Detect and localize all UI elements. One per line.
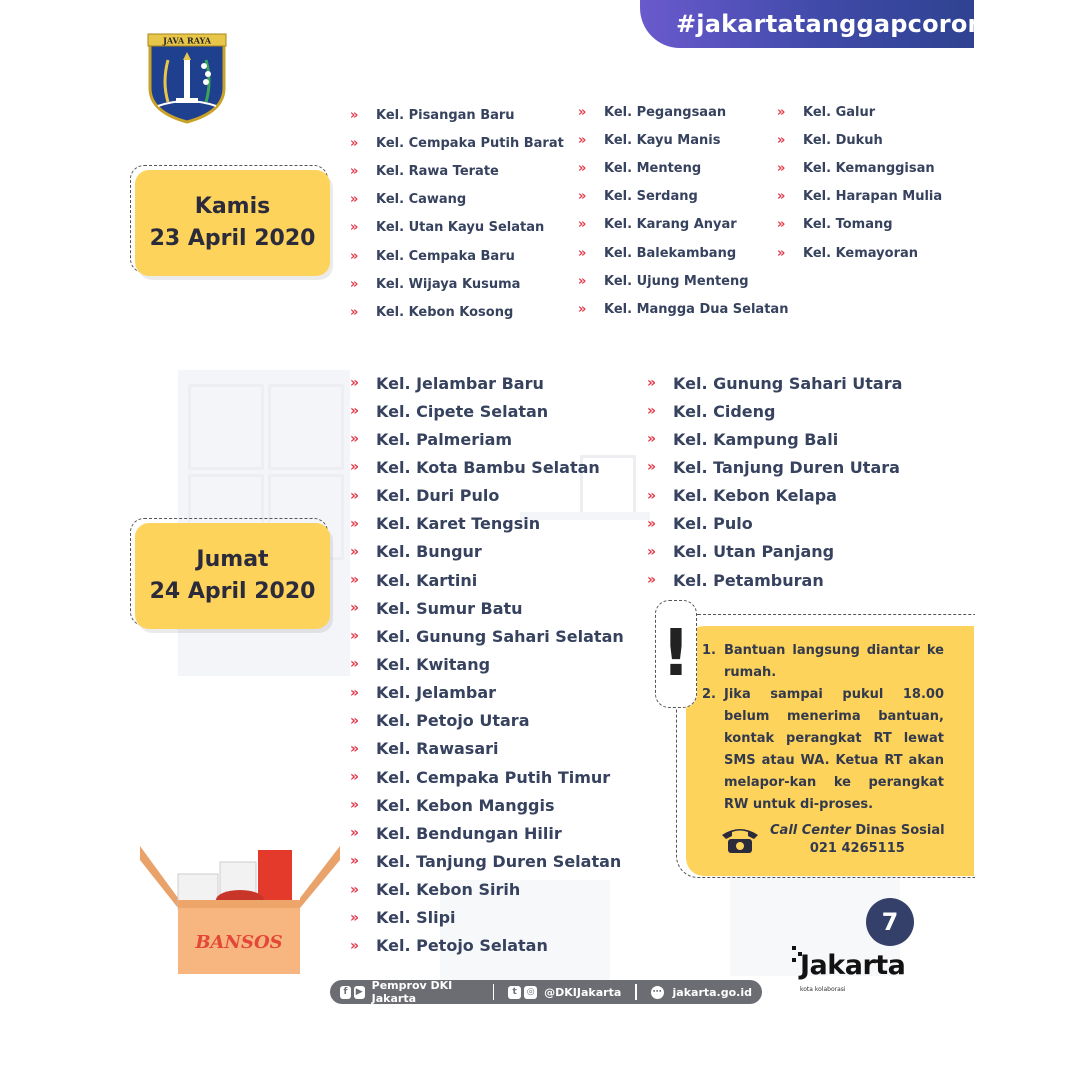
kelurahan-item xyxy=(350,594,624,622)
footer-facebook-youtube-text: Pemprov DKI Jakarta xyxy=(371,979,453,1005)
double-chevron-icon: » xyxy=(350,431,358,448)
double-chevron-icon: » xyxy=(647,459,655,476)
double-chevron-icon: » xyxy=(647,515,655,532)
double-chevron-icon: » xyxy=(647,487,655,504)
double-chevron-icon: » xyxy=(647,375,655,392)
globe-icon: ⋯ xyxy=(652,987,662,997)
double-chevron-icon: » xyxy=(350,515,358,532)
double-chevron-icon: » xyxy=(350,853,358,870)
kelurahan-name: Kel. Cempaka Putih Timur xyxy=(376,767,611,787)
double-chevron-icon: » xyxy=(350,572,358,589)
double-chevron-icon: » xyxy=(578,273,585,289)
kelurahan-name: Kel. Ujung Menteng xyxy=(604,273,749,289)
kelurahan-name: Kel. Tanjung Duren Selatan xyxy=(376,851,622,871)
kelurahan-item xyxy=(350,482,624,510)
kelurahan-name: Kel. Utan Panjang xyxy=(673,542,835,562)
hashtag-banner xyxy=(640,0,1002,48)
double-chevron-icon: » xyxy=(350,304,357,320)
kelurahan-name: Kel. Jelambar Baru xyxy=(376,373,544,393)
jumat-list-column-2 xyxy=(647,369,902,594)
double-chevron-icon: » xyxy=(350,487,358,504)
kamis-list-column-2 xyxy=(578,98,788,324)
kelurahan-item xyxy=(350,425,624,453)
kelurahan-item xyxy=(350,101,564,129)
kamis-list-column-1 xyxy=(350,101,564,327)
double-chevron-icon: » xyxy=(350,107,357,123)
kelurahan-name: Kel. Utan Kayu Selatan xyxy=(376,220,545,236)
kelurahan-item xyxy=(350,186,564,214)
kelurahan-name: Kel. Petamburan xyxy=(673,570,824,590)
double-chevron-icon: » xyxy=(350,403,358,420)
kelurahan-name: Kel. Kebon Manggis xyxy=(376,795,555,815)
twitter-icon: t xyxy=(508,986,521,999)
double-chevron-icon: » xyxy=(350,937,358,954)
double-chevron-icon: » xyxy=(578,189,585,205)
double-chevron-icon: » xyxy=(350,276,357,292)
kelurahan-item xyxy=(350,566,624,594)
double-chevron-icon: » xyxy=(350,543,358,560)
kelurahan-name: Kel. Petojo Selatan xyxy=(376,936,548,956)
badge-day: Kamis xyxy=(194,194,271,219)
footer-website-text: jakarta.go.id xyxy=(672,985,752,999)
exclamation-glyph: ! xyxy=(661,617,691,691)
kelurahan-item xyxy=(350,538,624,566)
kelurahan-item xyxy=(350,791,624,819)
kelurahan-name: Kel. Bungur xyxy=(376,542,482,562)
jakarta-tagline: kota kolaborasi xyxy=(800,986,846,993)
kelurahan-name: Kel. Kemanggisan xyxy=(803,160,935,176)
notice-list xyxy=(702,640,944,816)
kelurahan-name: Kel. Kebon Sirih xyxy=(376,880,521,900)
kelurahan-item xyxy=(777,183,942,211)
notice-item-number: 2. xyxy=(702,687,716,702)
kelurahan-item xyxy=(578,239,788,267)
kelurahan-name: Kel. Cempaka Baru xyxy=(376,248,515,264)
kelurahan-name: Kel. Kebon Kelapa xyxy=(673,486,837,506)
page-number xyxy=(866,898,914,946)
jakarta-wordmark: Jakarta xyxy=(800,950,906,981)
kelurahan-item xyxy=(777,211,942,239)
kelurahan-item xyxy=(350,214,564,242)
kelurahan-name: Kel. Harapan Mulia xyxy=(803,189,943,205)
double-chevron-icon: » xyxy=(777,245,784,261)
kelurahan-item xyxy=(350,679,624,707)
footer-facebook-youtube[interactable] xyxy=(340,979,479,1005)
double-chevron-icon: » xyxy=(777,160,784,176)
double-chevron-icon: » xyxy=(350,656,358,673)
kelurahan-item xyxy=(647,566,902,594)
badge-card xyxy=(135,170,330,276)
notice-item xyxy=(702,640,944,684)
kelurahan-name: Kel. Tomang xyxy=(803,217,893,233)
kelurahan-item xyxy=(350,242,564,270)
notice-item xyxy=(702,684,944,816)
kelurahan-item xyxy=(777,126,942,154)
kelurahan-item xyxy=(578,126,788,154)
crest-banner-text: JAVA RAYA xyxy=(163,35,211,46)
kelurahan-name: Kel. Kwitang xyxy=(376,654,491,674)
double-chevron-icon: » xyxy=(578,245,585,261)
kelurahan-item xyxy=(647,482,902,510)
double-chevron-icon: » xyxy=(578,160,585,176)
kelurahan-item xyxy=(350,510,624,538)
kelurahan-name: Kel. Karang Anyar xyxy=(604,217,737,233)
kelurahan-item xyxy=(350,622,624,650)
kelurahan-item xyxy=(578,211,788,239)
double-chevron-icon: » xyxy=(578,132,585,148)
kelurahan-item xyxy=(350,129,564,157)
double-chevron-icon: » xyxy=(777,189,784,205)
kelurahan-item xyxy=(578,183,788,211)
kelurahan-name: Kel. Sumur Batu xyxy=(376,598,523,618)
kelurahan-item xyxy=(578,154,788,182)
double-chevron-icon: » xyxy=(578,217,585,233)
facebook-icon: f xyxy=(340,986,351,999)
kelurahan-item xyxy=(350,904,624,932)
kelurahan-item xyxy=(350,157,564,185)
exclamation-icon xyxy=(655,600,697,708)
kelurahan-item xyxy=(647,425,902,453)
call-center-label: Call Center xyxy=(770,823,851,838)
kelurahan-item xyxy=(647,538,902,566)
call-center xyxy=(720,820,950,860)
double-chevron-icon: » xyxy=(350,909,358,926)
date-badge-kamis xyxy=(130,165,330,275)
kelurahan-name: Kel. Rawa Terate xyxy=(376,163,499,179)
kelurahan-name: Kel. Slipi xyxy=(376,908,456,928)
kelurahan-item xyxy=(777,154,942,182)
badge-day: Jumat xyxy=(196,547,269,572)
kelurahan-item xyxy=(350,932,624,960)
kelurahan-name: Kel. Serdang xyxy=(604,189,698,205)
kelurahan-name: Kel. Galur xyxy=(803,104,876,120)
double-chevron-icon: » xyxy=(350,459,358,476)
call-center-text xyxy=(770,822,945,858)
double-chevron-icon: » xyxy=(777,217,784,233)
kelurahan-item xyxy=(350,369,624,397)
kelurahan-name: Kel. Pegangsaan xyxy=(604,104,727,120)
kelurahan-name: Kel. Balekambang xyxy=(604,245,737,261)
instagram-icon: ◎ xyxy=(524,986,537,999)
double-chevron-icon: » xyxy=(350,628,358,645)
jumat-list-column-1 xyxy=(350,369,624,960)
kelurahan-name: Kel. Menteng xyxy=(604,160,702,176)
footer-twitter-instagram[interactable] xyxy=(508,986,621,999)
date-badge-jumat xyxy=(130,518,330,628)
kelurahan-item xyxy=(350,270,564,298)
double-chevron-icon: » xyxy=(350,163,357,179)
kelurahan-name: Kel. Kampung Bali xyxy=(673,429,839,449)
kelurahan-name: Kel. Cempaka Putih Barat xyxy=(376,135,564,151)
kelurahan-name: Kel. Cawang xyxy=(376,192,467,208)
kelurahan-name: Kel. Kebon Kosong xyxy=(376,304,514,320)
double-chevron-icon: » xyxy=(350,220,357,236)
kelurahan-name: Kel. Jelambar xyxy=(376,683,496,703)
kelurahan-name: Kel. Kota Bambu Selatan xyxy=(376,457,600,477)
kelurahan-item xyxy=(350,847,624,875)
kelurahan-name: Kel. Dukuh xyxy=(803,132,883,148)
youtube-icon: ▶ xyxy=(355,987,363,997)
double-chevron-icon: » xyxy=(647,403,655,420)
background-window-pane xyxy=(188,384,264,470)
call-center-phone: 021 4265115 xyxy=(809,841,905,856)
footer-website[interactable] xyxy=(651,986,752,999)
background-window-pane xyxy=(268,384,344,470)
kelurahan-item xyxy=(350,735,624,763)
double-chevron-icon: » xyxy=(350,769,358,786)
kamis-list-column-3 xyxy=(777,98,942,267)
hashtag-text: #jakartatanggapcorona xyxy=(676,10,1002,38)
footer-twitter-instagram-text: @DKIJakarta xyxy=(544,985,622,999)
notice-item-text: Bantuan langsung diantar ke rumah. xyxy=(724,643,944,680)
double-chevron-icon: » xyxy=(777,132,784,148)
kelurahan-item xyxy=(777,98,942,126)
kelurahan-item xyxy=(647,397,902,425)
kelurahan-name: Kel. Wijaya Kusuma xyxy=(376,276,521,292)
double-chevron-icon: » xyxy=(350,135,357,151)
bansos-box-illustration xyxy=(140,838,340,978)
jakarta-logo xyxy=(790,942,920,1002)
footer-divider xyxy=(493,984,494,1000)
double-chevron-icon: » xyxy=(777,104,784,120)
bansos-label: BANSOS xyxy=(195,932,283,953)
kelurahan-name: Kel. Karet Tengsin xyxy=(376,514,541,534)
kelurahan-name: Kel. Duri Pulo xyxy=(376,486,500,506)
double-chevron-icon: » xyxy=(350,192,357,208)
kelurahan-name: Kel. Cipete Selatan xyxy=(376,401,549,421)
double-chevron-icon: » xyxy=(578,301,585,317)
kelurahan-item xyxy=(578,295,788,323)
badge-date: 23 April 2020 xyxy=(149,226,316,251)
kelurahan-name: Kel. Tanjung Duren Utara xyxy=(673,457,900,477)
double-chevron-icon: » xyxy=(350,797,358,814)
double-chevron-icon: » xyxy=(350,825,358,842)
double-chevron-icon: » xyxy=(350,375,358,392)
kelurahan-name: Kel. Pulo xyxy=(673,514,753,534)
kelurahan-name: Kel. Rawasari xyxy=(376,739,499,759)
double-chevron-icon: » xyxy=(350,684,358,701)
footer-social-bar xyxy=(330,980,762,1004)
kelurahan-item xyxy=(350,707,624,735)
kelurahan-item xyxy=(350,650,624,678)
kelurahan-item xyxy=(350,819,624,847)
double-chevron-icon: » xyxy=(350,712,358,729)
double-chevron-icon: » xyxy=(350,248,357,264)
footer-divider xyxy=(635,984,636,1000)
kelurahan-name: Kel. Cideng xyxy=(673,401,776,421)
kelurahan-name: Kel. Gunung Sahari Selatan xyxy=(376,626,624,646)
badge-date: 24 April 2020 xyxy=(149,579,316,604)
badge-card xyxy=(135,523,330,629)
dki-jakarta-crest xyxy=(146,32,228,124)
telephone-icon xyxy=(720,825,760,855)
kelurahan-item xyxy=(350,876,624,904)
call-center-org: Dinas Sosial xyxy=(855,823,945,838)
kelurahan-item xyxy=(350,453,624,481)
kelurahan-name: Kel. Kartini xyxy=(376,570,478,590)
page-number-text: 7 xyxy=(881,908,899,936)
kelurahan-item xyxy=(350,397,624,425)
kelurahan-item xyxy=(578,267,788,295)
kelurahan-item xyxy=(777,239,942,267)
double-chevron-icon: » xyxy=(350,600,358,617)
kelurahan-item xyxy=(647,453,902,481)
kelurahan-item xyxy=(350,298,564,326)
kelurahan-item xyxy=(647,369,902,397)
double-chevron-icon: » xyxy=(578,104,585,120)
notice-item-number: 1. xyxy=(702,643,716,658)
kelurahan-item xyxy=(647,510,902,538)
double-chevron-icon: » xyxy=(350,881,358,898)
kelurahan-item xyxy=(350,763,624,791)
kelurahan-name: Kel. Pisangan Baru xyxy=(376,107,515,123)
notice-item-text: Jika sampai pukul 18.00 belum menerima bantuan, kontak perangkat RT lewat SMS atau WA. Ketua RT akan melapor-kan ke perangkat RW untuk di-proses. xyxy=(724,687,944,812)
double-chevron-icon: » xyxy=(647,431,655,448)
kelurahan-name: Kel. Petojo Utara xyxy=(376,711,530,731)
double-chevron-icon: » xyxy=(647,543,655,560)
kelurahan-name: Kel. Kayu Manis xyxy=(604,132,721,148)
kelurahan-name: Kel. Mangga Dua Selatan xyxy=(604,301,789,317)
double-chevron-icon: » xyxy=(647,572,655,589)
kelurahan-name: Kel. Bendungan Hilir xyxy=(376,823,562,843)
kelurahan-item xyxy=(578,98,788,126)
kelurahan-name: Kel. Kemayoran xyxy=(803,245,919,261)
kelurahan-name: Kel. Palmeriam xyxy=(376,429,513,449)
kelurahan-name: Kel. Gunung Sahari Utara xyxy=(673,373,903,393)
double-chevron-icon: » xyxy=(350,740,358,757)
